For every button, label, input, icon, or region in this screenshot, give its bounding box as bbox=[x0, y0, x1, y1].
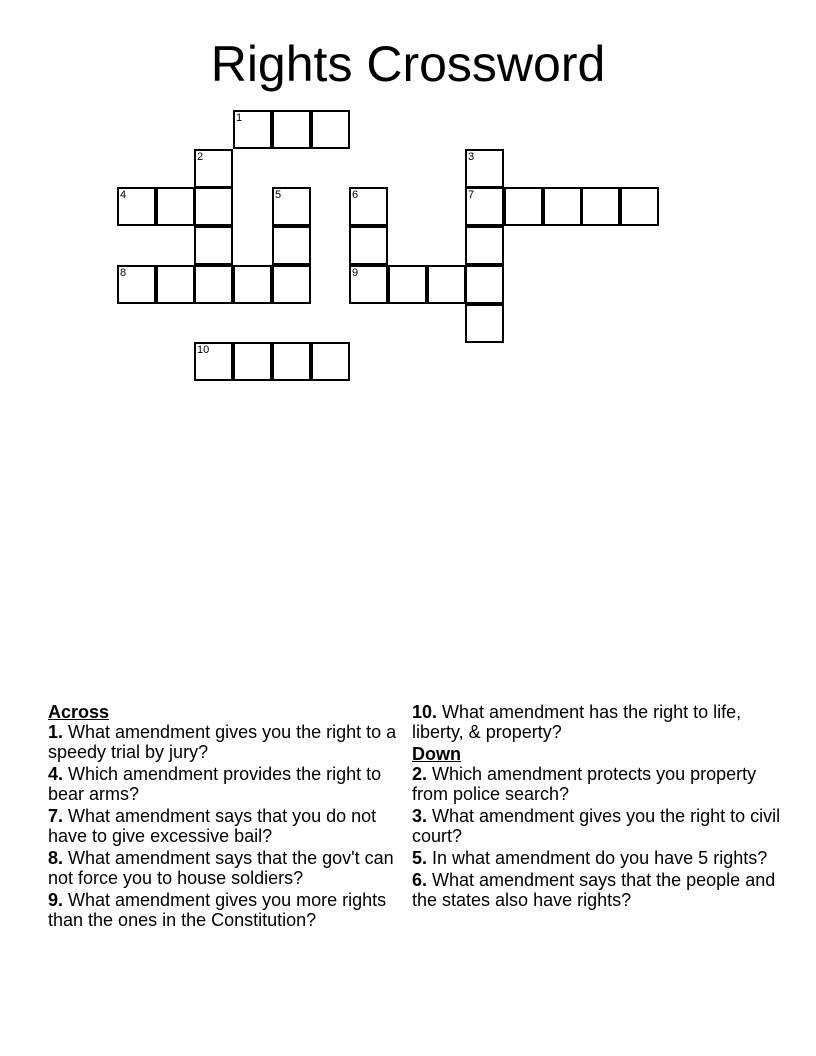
crossword-cell[interactable] bbox=[272, 226, 311, 265]
crossword-cell[interactable] bbox=[465, 226, 504, 265]
clue-number: 9. bbox=[48, 890, 64, 910]
clue-text: What amendment gives you the right to civil court? bbox=[412, 806, 781, 846]
clue-down-6 bbox=[412, 870, 782, 910]
crossword-cell[interactable] bbox=[194, 187, 233, 226]
crossword-cell[interactable] bbox=[311, 342, 350, 381]
clue-text: What amendment has the right to life, liberty, & property? bbox=[412, 702, 742, 742]
cell-number: 5 bbox=[275, 189, 282, 201]
crossword-grid bbox=[0, 0, 816, 400]
cell-number: 8 bbox=[120, 267, 127, 279]
clue-number: 8. bbox=[48, 848, 64, 868]
crossword-cell[interactable] bbox=[581, 187, 620, 226]
clue-across-8 bbox=[48, 848, 408, 888]
crossword-cell[interactable] bbox=[620, 187, 659, 226]
clues-left-column bbox=[48, 702, 408, 932]
clue-number: 1. bbox=[48, 722, 64, 742]
clue-across-10 bbox=[412, 702, 782, 742]
clue-number: 2. bbox=[412, 764, 428, 784]
crossword-cell[interactable] bbox=[349, 187, 388, 226]
crossword-cell[interactable] bbox=[272, 342, 311, 381]
crossword-cell[interactable] bbox=[156, 187, 195, 226]
crossword-cell[interactable] bbox=[465, 149, 504, 188]
clue-text: What amendment says that the gov't can not force you to house soldiers? bbox=[48, 848, 394, 888]
clue-across-1 bbox=[48, 722, 408, 762]
cell-number: 9 bbox=[352, 267, 359, 279]
clues-right-column bbox=[412, 702, 782, 912]
crossword-cell[interactable] bbox=[233, 110, 272, 149]
cell-number: 3 bbox=[468, 151, 475, 163]
crossword-cell[interactable] bbox=[233, 265, 272, 304]
crossword-cell[interactable] bbox=[194, 265, 233, 304]
crossword-cell[interactable] bbox=[465, 304, 504, 343]
crossword-cell[interactable] bbox=[465, 187, 504, 226]
page-title: Rights Crossword bbox=[210, 36, 606, 92]
clue-down-5 bbox=[412, 848, 782, 868]
clue-number: 10. bbox=[412, 702, 438, 722]
clue-number: 6. bbox=[412, 870, 428, 890]
clue-number: 7. bbox=[48, 806, 64, 826]
clue-number: 5. bbox=[412, 848, 428, 868]
clue-across-4 bbox=[48, 764, 408, 804]
clue-number: 4. bbox=[48, 764, 64, 784]
crossword-cell[interactable] bbox=[465, 265, 504, 304]
clue-text: Which amendment provides the right to bear arms? bbox=[48, 764, 382, 804]
clue-text: What amendment gives you the right to a speedy trial by jury? bbox=[48, 722, 397, 762]
clue-text: What amendment says that the people and the states also have rights? bbox=[412, 870, 776, 910]
crossword-cell[interactable] bbox=[156, 265, 195, 304]
clue-text: Which amendment protects you property from police search? bbox=[412, 764, 757, 804]
crossword-cell[interactable] bbox=[194, 342, 233, 381]
crossword-cell[interactable] bbox=[194, 226, 233, 265]
crossword-cell[interactable] bbox=[117, 187, 156, 226]
crossword-cell[interactable] bbox=[388, 265, 427, 304]
clue-text: What amendment says that you do not have to give excessive bail? bbox=[48, 806, 377, 846]
clue-text: In what amendment do you have 5 rights? bbox=[427, 848, 768, 868]
clue-down-3 bbox=[412, 806, 782, 846]
cell-number: 4 bbox=[120, 189, 127, 201]
crossword-cell[interactable] bbox=[117, 265, 156, 304]
clue-across-7 bbox=[48, 806, 408, 846]
clue-text: What amendment gives you more rights than the ones in the Constitution? bbox=[48, 890, 387, 930]
crossword-cell[interactable] bbox=[349, 265, 388, 304]
crossword-cell[interactable] bbox=[272, 265, 311, 304]
crossword-cell[interactable] bbox=[233, 342, 272, 381]
crossword-cell[interactable] bbox=[349, 226, 388, 265]
cell-number: 2 bbox=[197, 151, 204, 163]
clue-down-2 bbox=[412, 764, 782, 804]
across-heading: Across bbox=[48, 702, 110, 722]
crossword-cell[interactable] bbox=[272, 110, 311, 149]
crossword-cell[interactable] bbox=[543, 187, 582, 226]
crossword-cell[interactable] bbox=[427, 265, 466, 304]
clue-number: 3. bbox=[412, 806, 428, 826]
crossword-cell[interactable] bbox=[504, 187, 543, 226]
cell-number: 6 bbox=[352, 189, 359, 201]
crossword-cell[interactable] bbox=[272, 187, 311, 226]
cell-number: 1 bbox=[236, 112, 243, 124]
crossword-cell[interactable] bbox=[194, 149, 233, 188]
clue-across-9 bbox=[48, 890, 418, 930]
down-heading: Down bbox=[412, 744, 461, 764]
cell-number: 10 bbox=[197, 344, 210, 356]
cell-number: 7 bbox=[468, 189, 475, 201]
crossword-cell[interactable] bbox=[311, 110, 350, 149]
